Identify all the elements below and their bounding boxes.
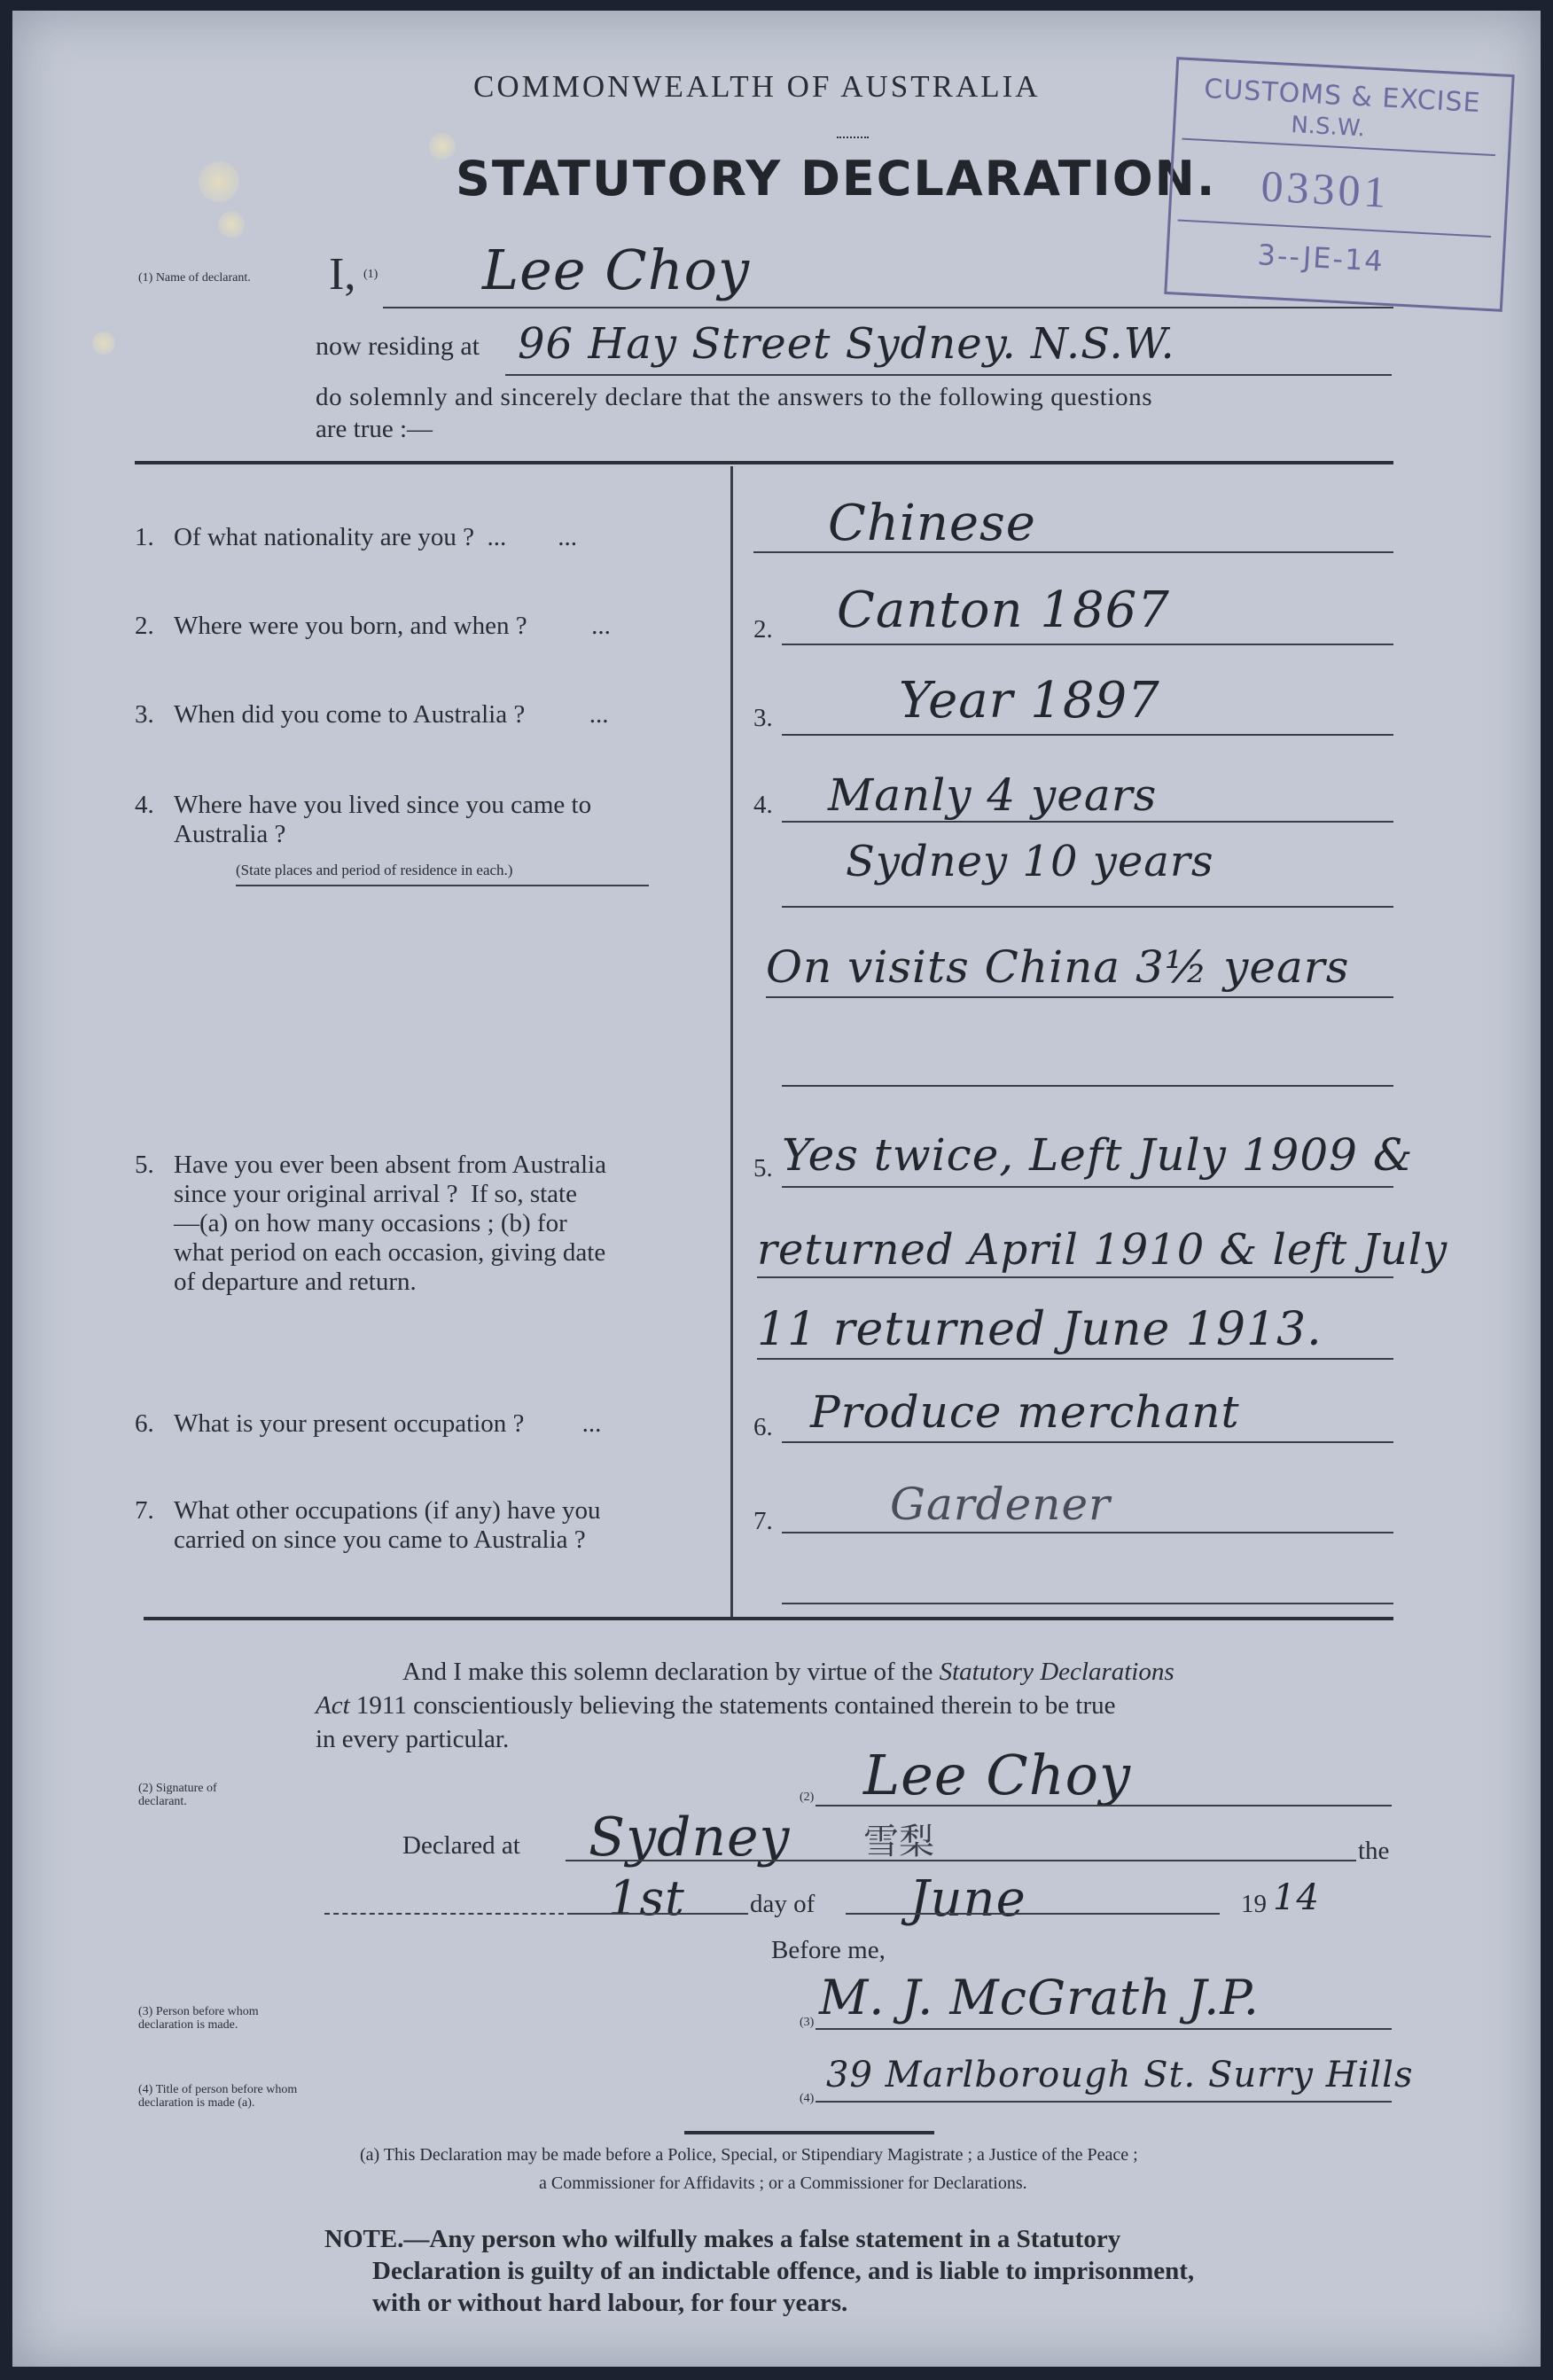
table-top-rule bbox=[135, 461, 1393, 464]
note-line-1: NOTE.—Any person who wilfully makes a false statement in a Statutory bbox=[324, 2225, 1121, 2253]
question-number: 4. bbox=[135, 791, 154, 819]
paper-spot bbox=[429, 133, 456, 160]
declare-text-2: are true :— bbox=[316, 415, 433, 443]
question-number: 3. bbox=[135, 700, 154, 729]
question-4-hint: (State places and period of residence in each.) bbox=[236, 862, 513, 878]
footnote-rule bbox=[684, 2131, 934, 2134]
declaration-page bbox=[12, 11, 1541, 2367]
answer-3: Year 1897 bbox=[899, 672, 1160, 730]
note-line-3: with or without hard labour, for four years. bbox=[372, 2289, 848, 2317]
day-line bbox=[567, 1913, 748, 1915]
hint-underline bbox=[236, 885, 649, 886]
answer-line bbox=[782, 1532, 1393, 1533]
declaration-line-1 bbox=[402, 1658, 1175, 1687]
question-number: 5. bbox=[135, 1151, 154, 1179]
title-mark: (4) bbox=[800, 2092, 815, 2105]
question-number: 7. bbox=[135, 1496, 154, 1525]
year-suffix: 14 bbox=[1273, 1877, 1320, 1918]
table-divider bbox=[730, 466, 733, 1617]
signature-line bbox=[816, 1805, 1392, 1806]
paper-spot bbox=[199, 161, 239, 202]
stamp-line-1: CUSTOMS & EXCISE bbox=[1203, 73, 1482, 120]
day-of-label: day of bbox=[750, 1890, 816, 1918]
margin-note-witness: (3) Person before whom declaration is made. bbox=[138, 2005, 259, 2032]
answer-number: 5. bbox=[753, 1154, 773, 1182]
question-4: Where have you lived since you came to Australia ? bbox=[174, 791, 592, 848]
residing-label: now residing at bbox=[316, 332, 480, 361]
declarant-address: 96 Hay Street Sydney. N.S.W. bbox=[518, 319, 1175, 369]
declaration-day: 1st bbox=[608, 1870, 685, 1926]
stamp-rule bbox=[1178, 220, 1492, 238]
answer-line bbox=[782, 644, 1393, 645]
question-2: Where were you born, and when ? ... bbox=[174, 612, 611, 640]
footnote-line-2: a Commissioner for Affidavits ; or a Commissioner for Declarations. bbox=[539, 2173, 1027, 2193]
declaration-text: 1911 conscientiously believing the statements contained therein to be true bbox=[349, 1691, 1116, 1720]
witness-mark: (3) bbox=[800, 2016, 815, 2029]
question-1: Of what nationality are you ? ... ... bbox=[174, 523, 578, 551]
witness-title: 39 Marlborough St. Surry Hills bbox=[826, 2055, 1414, 2095]
note-line-2: Declaration is guilty of an indictable offence, and is liable to imprisonment, bbox=[372, 2257, 1195, 2285]
page-title: STATUTORY DECLARATION. bbox=[456, 151, 1217, 207]
answer-line bbox=[757, 1276, 1393, 1278]
answer-4-line-1: Manly 4 years bbox=[828, 769, 1158, 821]
answer-5-line-1: Yes twice, Left July 1909 & bbox=[782, 1129, 1414, 1181]
question-3: When did you come to Australia ? ... bbox=[174, 700, 609, 729]
answer-line bbox=[782, 821, 1393, 823]
answer-7: Gardener bbox=[890, 1479, 1111, 1530]
month-line bbox=[846, 1913, 1220, 1915]
question-number: 1. bbox=[135, 523, 154, 551]
answer-number: 6. bbox=[753, 1413, 773, 1441]
paper-spot bbox=[218, 211, 245, 238]
declaration-line-2 bbox=[316, 1691, 1116, 1721]
answer-line bbox=[782, 1085, 1393, 1087]
margin-note-title: (4) Title of person before whom declaration is made (a). bbox=[138, 2083, 298, 2110]
i-mark: (1) bbox=[363, 268, 378, 281]
margin-note-signature: (2) Signature of declarant. bbox=[138, 1782, 217, 1808]
stamp-date: 3--JE-14 bbox=[1256, 238, 1385, 278]
customs-stamp bbox=[1164, 57, 1515, 312]
declaration-month: June bbox=[909, 1870, 1026, 1928]
question-5: Have you ever been absent from Australia since your original arrival ? If so, state —(a) on how many occasions ; (b) for what period on each occasion, giving date of departure and return. bbox=[174, 1151, 606, 1296]
witness-signature: M. J. McGrath J.P. bbox=[819, 1970, 1260, 2025]
question-7: What other occupations (if any) have you carried on since you came to Australia ? bbox=[174, 1496, 601, 1554]
question-6: What is your present occupation ? ... bbox=[174, 1409, 602, 1438]
answer-4-line-3: On visits China 3½ years bbox=[766, 941, 1350, 993]
blank-line bbox=[324, 1913, 564, 1915]
answer-6: Produce merchant bbox=[810, 1386, 1240, 1438]
place-line bbox=[566, 1860, 1356, 1861]
name-line bbox=[383, 307, 1393, 308]
answer-4-line-2: Sydney 10 years bbox=[846, 837, 1214, 886]
answer-line bbox=[766, 996, 1393, 998]
the-label: the bbox=[1358, 1837, 1390, 1865]
answer-line bbox=[782, 1186, 1393, 1188]
act-name: Statutory Declarations bbox=[939, 1658, 1175, 1686]
answer-number: 7. bbox=[753, 1507, 773, 1535]
answer-line bbox=[782, 906, 1393, 908]
answer-line bbox=[782, 1441, 1393, 1443]
declared-at-label: Declared at bbox=[402, 1831, 520, 1860]
answer-number: 4. bbox=[753, 791, 773, 819]
answer-line bbox=[782, 734, 1393, 736]
margin-note-name: (1) Name of declarant. bbox=[138, 271, 251, 285]
declaration-text: And I make this solemn declaration by virtue of the bbox=[402, 1658, 940, 1686]
declarant-name: Lee Choy bbox=[482, 238, 750, 302]
answer-line bbox=[782, 1603, 1393, 1604]
declaration-line-3: in every particular. bbox=[316, 1725, 510, 1753]
stamp-line-2: N.S.W. bbox=[1290, 112, 1366, 143]
year-prefix: 19 bbox=[1241, 1890, 1267, 1918]
question-number: 6. bbox=[135, 1409, 154, 1438]
declarant-signature: Lee Choy bbox=[863, 1743, 1131, 1807]
answer-number: 2. bbox=[753, 615, 773, 644]
answer-line bbox=[753, 551, 1393, 553]
question-number: 2. bbox=[135, 612, 154, 640]
address-line bbox=[505, 374, 1392, 376]
title-line bbox=[816, 2101, 1392, 2103]
paper-spot bbox=[92, 332, 115, 355]
i-label: I, bbox=[329, 249, 356, 300]
act-label: Act bbox=[316, 1691, 350, 1720]
signature-mark: (2) bbox=[800, 1791, 815, 1804]
answer-line bbox=[757, 1358, 1393, 1360]
witness-line bbox=[816, 2028, 1392, 2030]
answer-2: Canton 1867 bbox=[837, 581, 1170, 639]
heading-ornament bbox=[837, 137, 869, 138]
declaration-place: Sydney bbox=[589, 1806, 791, 1869]
answer-5-line-2: returned April 1910 & left July bbox=[757, 1225, 1448, 1275]
declare-text-1: do solemnly and sincerely declare that the answers to the following questions bbox=[316, 383, 1153, 411]
commonwealth-heading: COMMONWEALTH OF AUSTRALIA bbox=[473, 69, 1041, 104]
answer-number: 3. bbox=[753, 704, 773, 732]
answer-1: Chinese bbox=[828, 495, 1036, 552]
footnote-line-1: (a) This Declaration may be made before a Police, Special, or Stipendiary Magistrate ; a Justice of the Peace ; bbox=[360, 2145, 1138, 2165]
table-bottom-rule bbox=[144, 1617, 1393, 1620]
before-me-label: Before me, bbox=[771, 1936, 886, 1964]
chinese-characters-stamp: 雪梨 bbox=[863, 1822, 934, 1862]
stamp-number: 03301 bbox=[1260, 160, 1392, 217]
answer-5-line-3: 11 returned June 1913. bbox=[757, 1303, 1323, 1356]
